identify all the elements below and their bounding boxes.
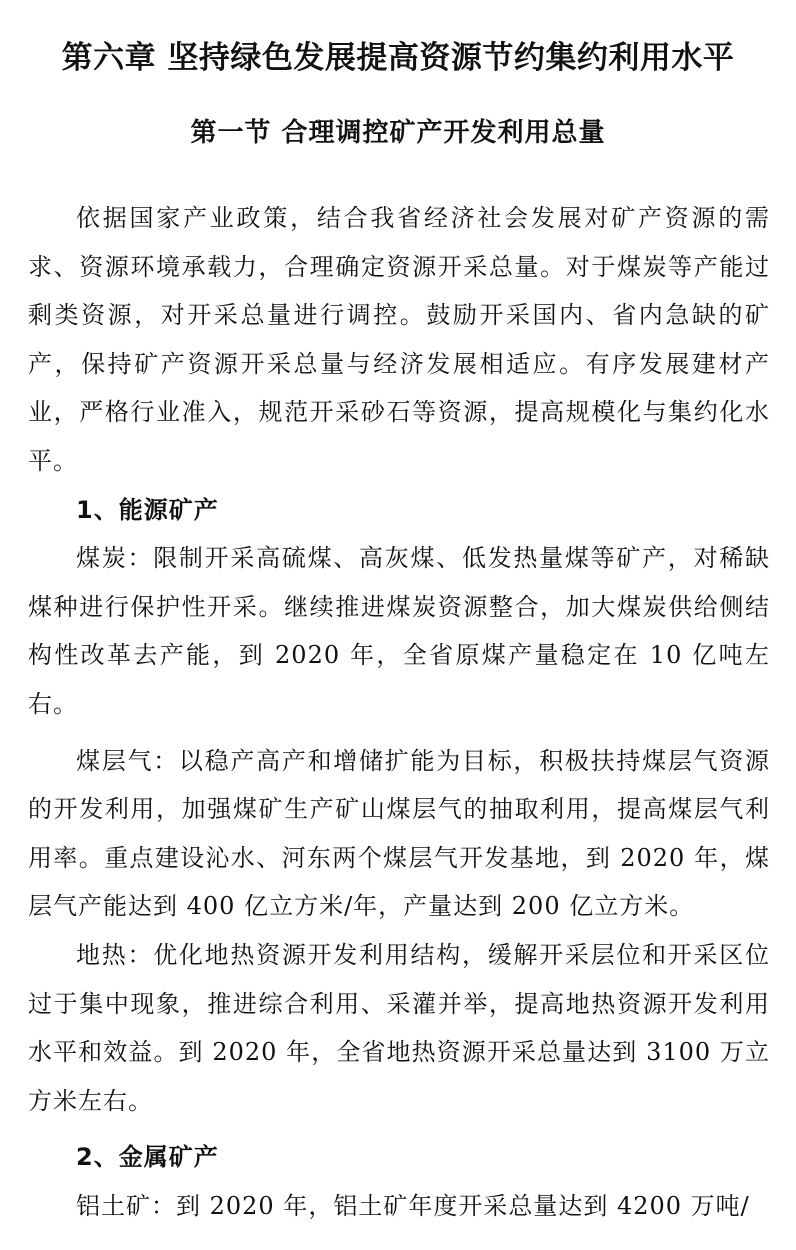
geothermal-paragraph: 地热：优化地热资源开发利用结构，缓解开采层位和开采区位过于集中现象，推进综合利用、采灌并举，提高地热资源开发利用水平和效益。到 2020 年，全省地热资源开采总量达到 3100 万立方米左右。 <box>28 940 770 1115</box>
energy-minerals-heading: 1、能源矿产 <box>76 495 219 524</box>
coal-paragraph: 煤炭：限制开采高硫煤、高灰煤、低发热量煤等矿产，对稀缺煤种进行保护性开采。继续推进煤炭资源整合，加大煤炭供给侧结构性改革去产能，到 2020 年，全省原煤产量稳定在 10 亿吨左右。 <box>28 544 770 718</box>
coalbed-methane-paragraph: 煤层气：以稳产高产和增储扩能为目标，积极扶持煤层气资源的开发利用，加强煤矿生产矿山煤层气的抽取利用，提高煤层气利用率。重点建设沁水、河东两个煤层气开发基地，到 2020 年，煤层气产能达到 400 亿立方米/年，产量达到 200 亿立方米。 <box>28 746 770 921</box>
section-title: 第一节 合理调控矿产开发利用总量 <box>190 118 606 148</box>
document-body <box>28 194 770 1230</box>
chapter-title: 第六章 坚持绿色发展提高资源节约集约利用水平 <box>61 40 735 76</box>
bauxite-paragraph: 铝土矿：到 2020 年，铝土矿年度开采总量达到 4200 万吨/ <box>76 1191 750 1220</box>
spacer <box>28 729 770 737</box>
intro-paragraph: 依据国家产业政策，结合我省经济社会发展对矿产资源的需求、资源环境承载力，合理确定资源开采总量。对于煤炭等产能过剩类资源，对开采总量进行调控。鼓励开采国内、省内急缺的矿产，保持矿产资源开采总量与经济发展相适应。有序发展建材产业，严格行业准入，规范开采砂石等资源，提高规模化与集约化水平。 <box>28 204 770 475</box>
metal-minerals-heading: 2、金属矿产 <box>76 1143 219 1172</box>
spacer <box>28 1125 770 1133</box>
